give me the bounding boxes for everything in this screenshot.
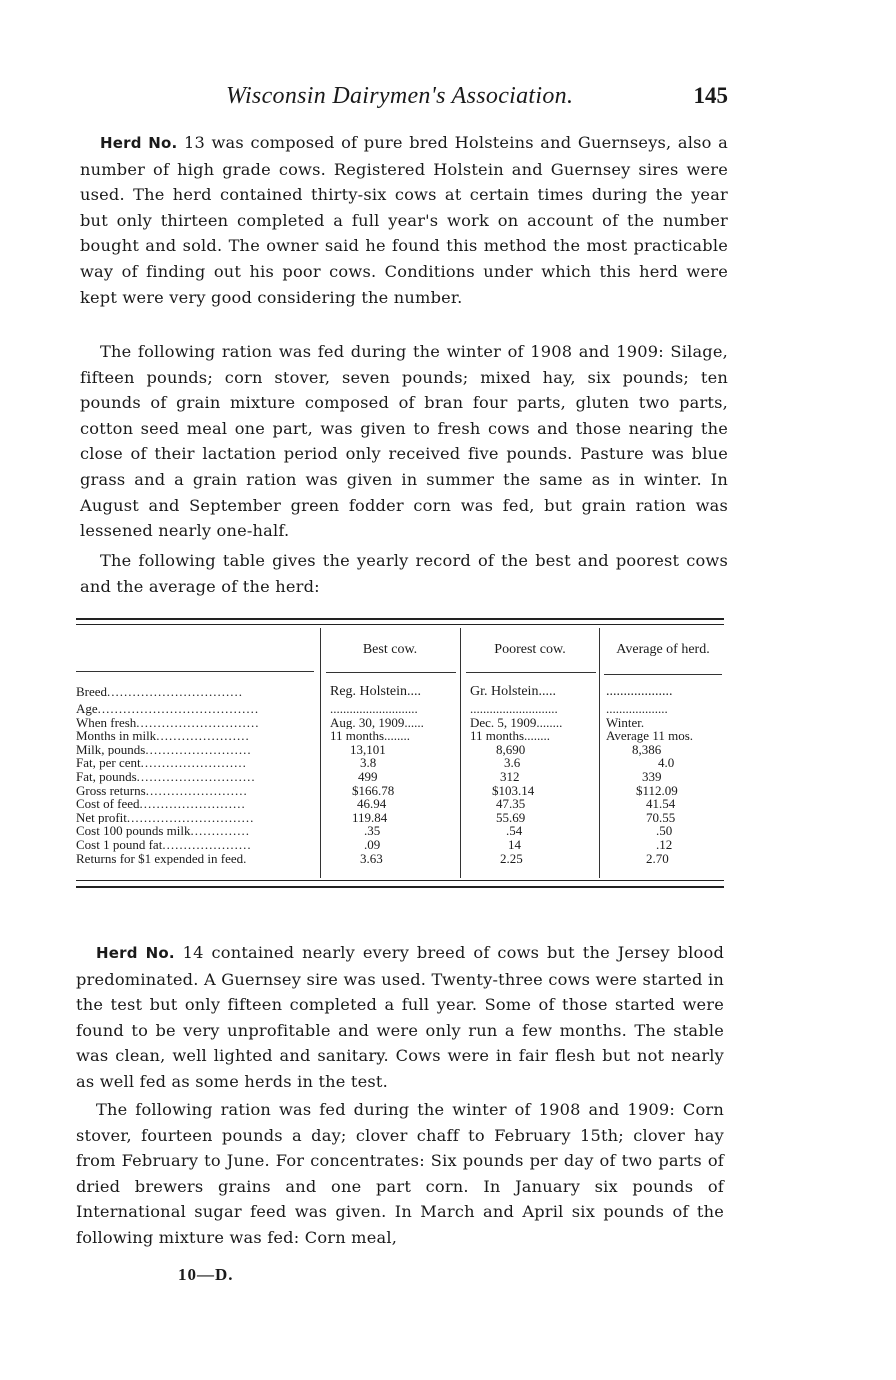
- row-label: Age......................................: [76, 702, 260, 716]
- row-label: When fresh.............................: [76, 715, 260, 730]
- header-best-cow: Best cow.: [362, 642, 418, 657]
- table-cell: 119.84: [352, 810, 388, 825]
- table-cell: $103.14: [492, 783, 535, 798]
- row-label: Net profit..............................: [76, 810, 255, 825]
- table-cell: ...................: [606, 702, 668, 716]
- row-label: Returns for $1 expended in feed.: [76, 851, 247, 866]
- row-label: Months in milk......................: [76, 729, 250, 743]
- row-label: Fat, pounds............................: [76, 769, 256, 784]
- herd13-record-table: [76, 618, 724, 893]
- table-cell: 41.54: [646, 797, 676, 811]
- table-cell: .50: [656, 824, 673, 838]
- column-divider: [320, 628, 321, 878]
- table-cell: 2.70: [646, 851, 669, 866]
- table-cell: 499: [358, 769, 378, 784]
- table-cell: 11 months........: [470, 729, 551, 743]
- table-cell: ...........................: [470, 702, 558, 716]
- header-underline: [466, 672, 596, 673]
- column-divider: [599, 628, 600, 878]
- table-cell: Dec. 5, 1909........: [470, 715, 563, 730]
- herd13-intro-text: 13 was composed of pure bred Holsteins and Guernseys, also a number of high grade cows. Registered Holstein and Guernsey sires were used. The herd contained thirty-six cows at certain times during the year but only thirteen completed a full year's work on account of the number bought and sold. The owner said he found this method the most practicable way of finding out his poor cows. Conditions under which this herd were kept were very good considering the number.: [80, 133, 728, 307]
- signature-mark: 10—D.: [178, 1265, 234, 1284]
- best-cow-column: [330, 685, 458, 865]
- herd13-ration-paragraph: The following ration was fed during the winter of 1908 and 1909: Silage, fifteen pounds; corn stover, seven pounds; mixed hay, six pounds; ten pounds of grain mixture composed of bran four parts, gluten two parts, cotton seed meal one part, was given to fresh cows and those nearing the close of their lactation period only received five pounds. Pasture was blue grass and a grain ration was given in summer the same as in winter. In August and September green fodder corn was fed, but grain ration was lessened nearly one-half.: [80, 342, 728, 541]
- table-cell: 70.55: [646, 810, 676, 825]
- herd14-intro-paragraph: [76, 940, 724, 1095]
- table-cell: Reg. Holstein....: [330, 685, 421, 699]
- page-number: 145: [693, 83, 728, 108]
- table-cell: Aug. 30, 1909......: [330, 715, 424, 730]
- row-label: Fat, per cent.........................: [76, 756, 247, 770]
- row-labels: [76, 685, 320, 865]
- row-label: Cost 100 pounds milk..............: [76, 824, 250, 838]
- table-cell: 11 months........: [330, 729, 411, 743]
- table-cell: 46.94: [357, 797, 387, 811]
- table-cell: $166.78: [352, 783, 395, 798]
- table-cell: ...........................: [330, 702, 418, 716]
- herd-label: Herd No.: [100, 134, 178, 152]
- table-cell: .12: [656, 837, 673, 852]
- table-cell: 13,101: [350, 742, 386, 757]
- herd14-ration-paragraph: The following ration was fed during the winter of 1908 and 1909: Corn stover, fourteen pounds a day; clover chaff to February 15th; clover hay from February to June. For concentrates: Six pounds per day of two parts of dried brewers grains and one part corn. In January six pounds of International sugar feed was given. In March and April six pounds of the following mixture was fed: Corn meal,: [76, 1100, 724, 1247]
- table-cell: 4.0: [658, 756, 675, 770]
- table-cell: 3.63: [360, 851, 383, 866]
- poorest-cow-column: [470, 685, 598, 865]
- row-label: Cost 1 pound fat.....................: [76, 837, 252, 852]
- table-cell: 3.8: [360, 756, 377, 770]
- table-cell: 55.69: [496, 810, 526, 825]
- running-head: [76, 83, 728, 113]
- table-cell: Average 11 mos.: [606, 729, 694, 743]
- row-label: Milk, pounds.........................: [76, 742, 252, 757]
- table-cell: 312: [500, 769, 520, 784]
- table-cell: $112.09: [636, 783, 678, 798]
- table-cell: 339: [642, 769, 662, 784]
- herd-label: Herd No.: [96, 944, 175, 962]
- table-bottom-rule: [76, 886, 724, 888]
- row-label: Breed................................: [76, 685, 244, 699]
- column-divider: [460, 628, 461, 878]
- header-underline: [326, 672, 456, 673]
- table-cell: ...................: [606, 685, 673, 699]
- herd14-intro-text: 14 contained nearly every breed of cows but the Jersey blood predominated. A Guernsey sire was used. Twenty-three cows were started in the test but only fifteen completed a full year. Some of those started were found to be very unprofitable and were only run a few months. The stable was clean, well lighted and sanitary. Cows were in fair flesh but not nearly as well fed as some herds in the test.: [76, 943, 725, 1091]
- table-cell: 8,386: [632, 742, 662, 757]
- table-cell: Gr. Holstein.....: [470, 685, 556, 699]
- header-average-herd: Average of herd.: [616, 642, 710, 657]
- row-label: Gross returns........................: [76, 783, 248, 798]
- table-cell: 3.6: [504, 756, 521, 770]
- table-bottom-rule-thin: [76, 880, 724, 881]
- table-cell: Winter.: [606, 715, 645, 730]
- header-underline: [76, 671, 314, 672]
- header-poorest-cow: Poorest cow.: [494, 642, 566, 657]
- table-cell: 14: [508, 837, 521, 852]
- table-top-rule-thin: [76, 624, 724, 625]
- table-cell: .35: [364, 824, 381, 838]
- average-herd-column: [606, 685, 726, 865]
- table-cell: 47.35: [496, 797, 526, 811]
- running-title: Wisconsin Dairymen's Association.: [226, 83, 574, 109]
- table-cell: 2.25: [500, 851, 523, 866]
- herd13-table-intro-paragraph: The following table gives the yearly record of the best and poorest cows and the average of the herd:: [80, 551, 728, 596]
- table-top-rule: [76, 618, 724, 620]
- row-label: Cost of feed.........................: [76, 797, 246, 811]
- header-underline: [604, 674, 722, 675]
- table-cell: 8,690: [496, 742, 526, 757]
- table-cell: .54: [506, 824, 523, 838]
- table-cell: .09: [364, 837, 381, 852]
- herd13-intro-paragraph: [80, 130, 728, 310]
